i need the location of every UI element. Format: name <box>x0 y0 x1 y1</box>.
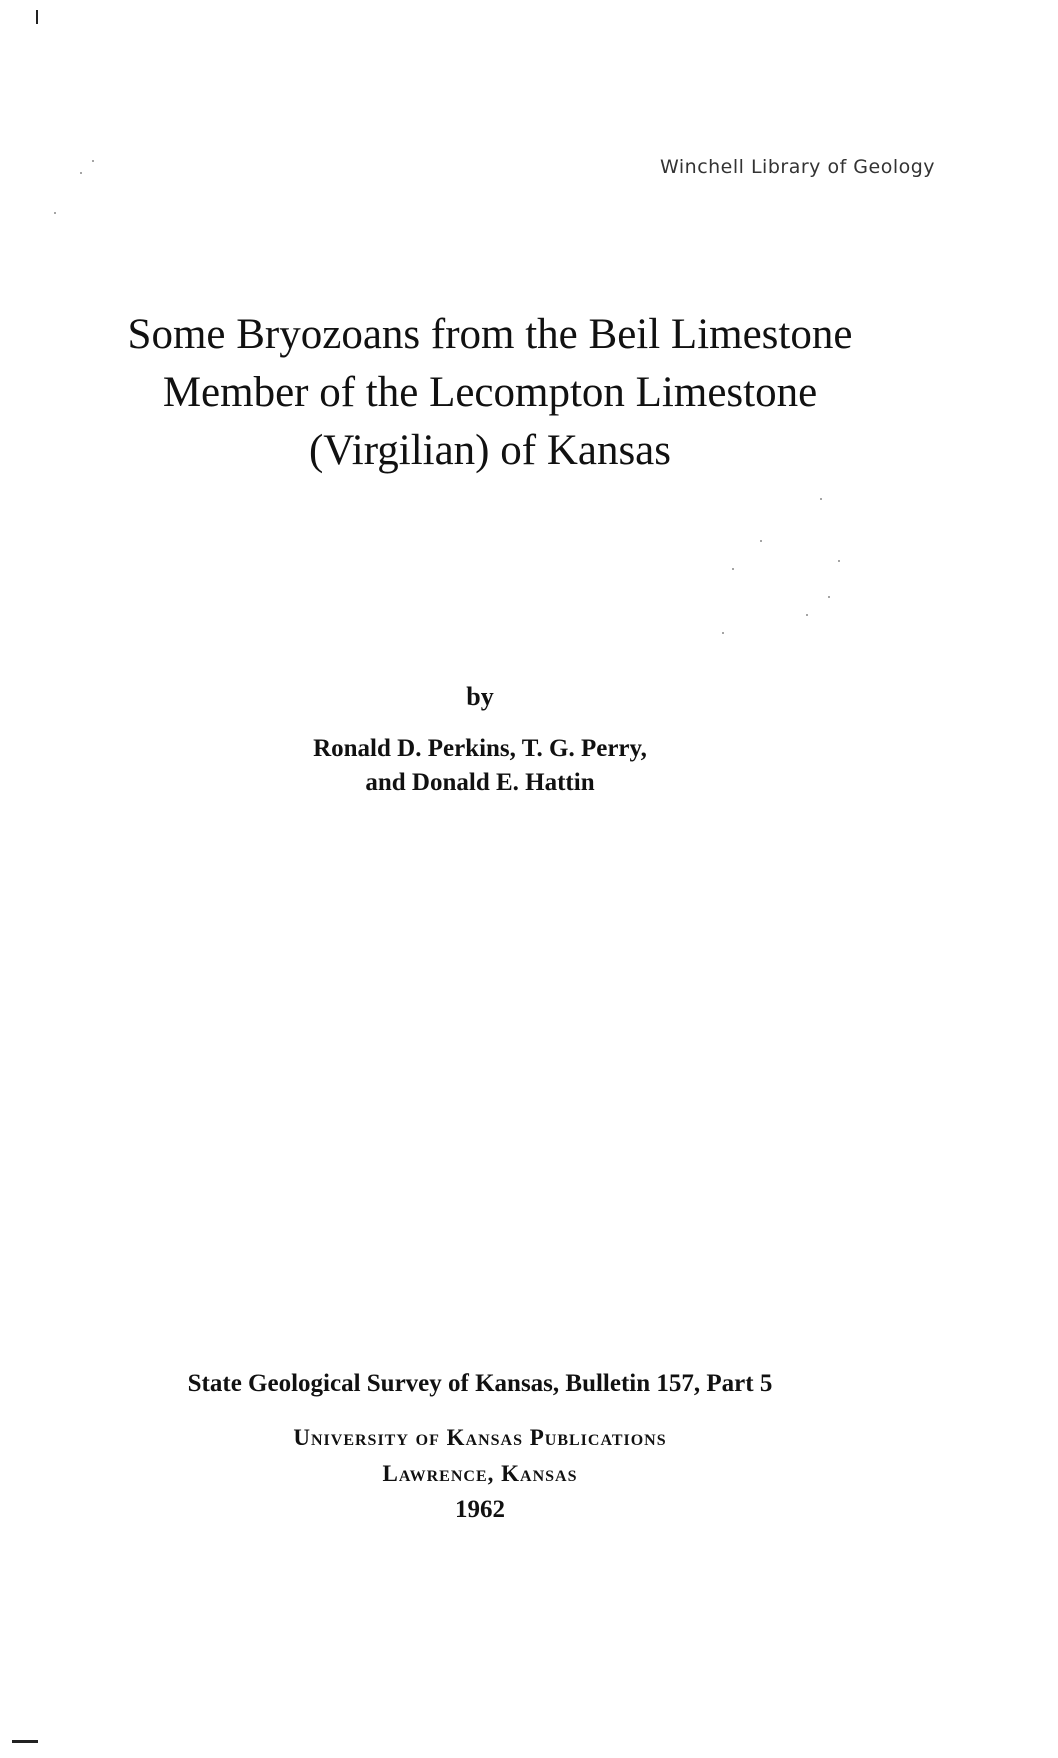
scan-mark-bottom-left <box>12 1740 38 1743</box>
authors-line-1: Ronald D. Perkins, T. G. Perry, <box>313 735 647 762</box>
authors <box>0 732 960 800</box>
scan-speck <box>838 560 840 562</box>
scan-speck <box>722 632 724 634</box>
title-line-2: Member of the Lecompton Limestone <box>162 369 818 416</box>
scan-speck <box>820 498 822 500</box>
year: 1962 <box>455 1496 505 1523</box>
scan-speck <box>760 540 762 542</box>
series-statement: State Geological Survey of Kansas, Bulletin 157, Part 5 <box>187 1370 773 1397</box>
scan-speck <box>92 160 94 162</box>
by-label: by <box>466 682 494 711</box>
scan-speck <box>80 172 82 174</box>
title-line-1: Some Bryozoans from the Beil Limestone <box>127 311 853 358</box>
scan-speck <box>54 212 56 214</box>
scan-speck <box>828 596 830 598</box>
place: Lawrence, Kansas <box>382 1461 578 1486</box>
scan-mark-top-left <box>36 10 38 24</box>
library-stamp: Winchell Library of Geology <box>660 156 936 178</box>
publisher: University of Kansas Publications <box>293 1425 667 1450</box>
imprint <box>0 1420 960 1528</box>
document-title <box>40 306 940 480</box>
scan-speck <box>732 568 734 570</box>
authors-line-2: and Donald E. Hattin <box>365 769 595 796</box>
scan-speck <box>806 614 808 616</box>
title-line-3: (Virgilian) of Kansas <box>308 427 672 474</box>
